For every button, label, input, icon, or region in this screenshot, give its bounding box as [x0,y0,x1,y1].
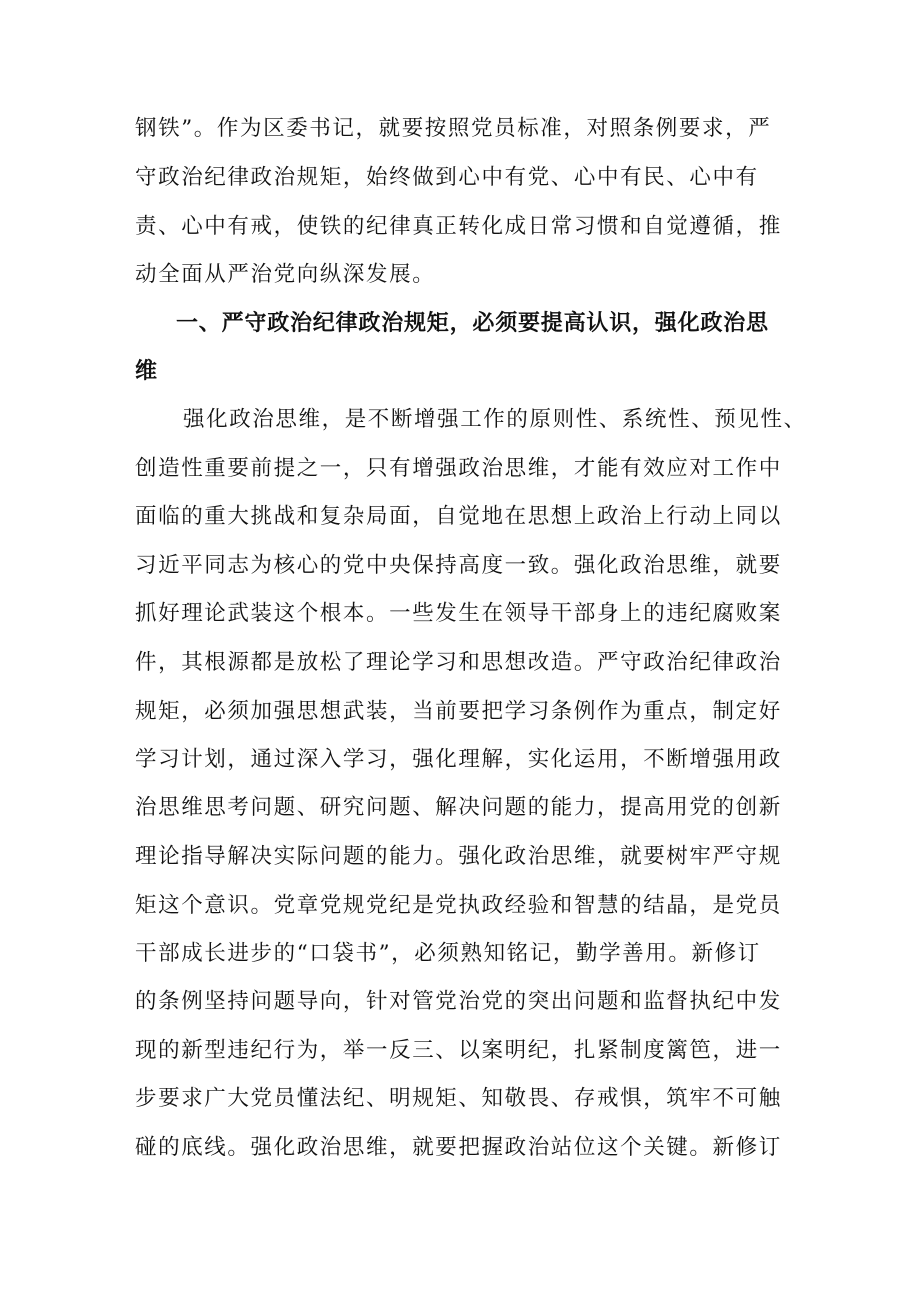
paragraph-line: 学习计划，通过深入学习，强化理解，实化运用，不断增强用政 [135,747,782,772]
paragraph-line: 责、心中有戒，使铁的纪律真正转化成日常习惯和自觉遵循，推 [135,214,782,239]
paragraph-line: 的条例坚持问题导向，针对管党治党的突出问题和监督执纪中发 [135,989,782,1014]
paragraph-line: 治思维思考问题、研究问题、解决问题的能力，提高用党的创新 [135,795,782,820]
paragraph-line: 矩这个意识。党章党规党纪是党执政经验和智慧的结晶，是党员 [135,893,782,918]
paragraph-line: 规矩，必须加强思想武装，当前要把学习条例作为重点，制定好 [135,699,782,724]
paragraph-line: 干部成长进步的“口袋书”，必须熟知铭记，勤学善用。新修订 [135,941,761,966]
paragraph-line: 动全面从严治党向纵深发展。 [135,262,436,287]
paragraph-line: 碰的底线。强化政治思维，就要把握政治站位这个关键。新修订 [135,1135,782,1160]
paragraph-line: 步要求广大党员懂法纪、明规矩、知敬畏、存戒惧，筑牢不可触 [135,1086,782,1111]
paragraph-line: 钢铁”。作为区委书记，就要按照党员标准，对照条例要求，严 [135,116,772,141]
paragraph-line: 理论指导解决实际问题的能力。强化政治思维，就要树牢严守规 [135,844,782,869]
paragraph-line: 创造性重要前提之一，只有增强政治思维，才能有效应对工作中 [135,456,782,481]
paragraph-line: 现的新型违纪行为，举一反三、以案明纪，扎紧制度篱笆，进一 [135,1038,782,1063]
section-heading: 一、严守政治纪律政治规矩，必须要提高认识，强化政治思 [176,311,769,336]
paragraph-line: 守政治纪律政治规矩，始终做到心中有党、心中有民、心中有 [135,165,759,190]
paragraph-line: 件，其根源都是放松了理论学习和思想改造。严守政治纪律政治 [135,650,782,675]
paragraph-line: 面临的重大挑战和复杂局面，自觉地在思想上政治上行动上同以 [135,504,782,529]
paragraph-line: 强化政治思维，是不断增强工作的原则性、系统性、预见性、 [183,407,807,432]
section-heading-continued: 维 [135,359,158,384]
paragraph-line: 习近平同志为核心的党中央保持高度一致。强化政治思维，就要 [135,553,782,578]
paragraph-line: 抓好理论武装这个根本。一些发生在领导干部身上的违纪腐败案 [135,601,782,626]
